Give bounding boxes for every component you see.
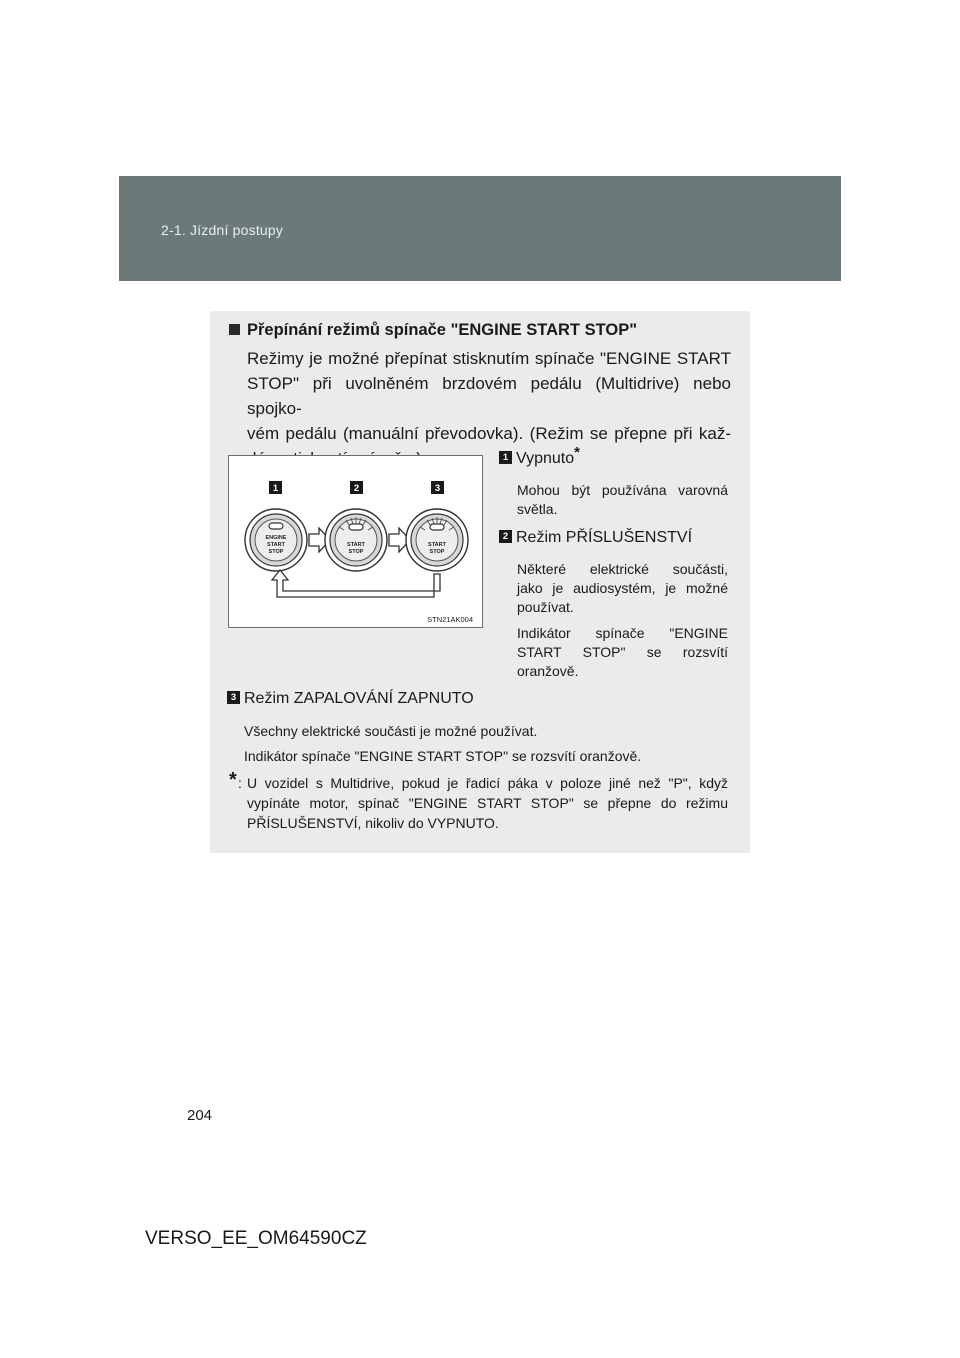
marker-3-icon: 3 xyxy=(227,691,240,704)
footnote-line: vypínáte motor, spínač "ENGINE START STOP" se přepne do režimu xyxy=(247,795,728,811)
svg-text:START: START xyxy=(428,542,446,548)
mode-ignition-description: Všechny elektrické součásti je možné používat. xyxy=(244,723,538,739)
desc-line: Indikátor spínače "ENGINE xyxy=(517,625,728,641)
marker-2-icon: 2 xyxy=(499,530,512,543)
svg-text:ENGINE: ENGINE xyxy=(265,535,287,541)
topic-heading-text: Přepínání režimů spínače "ENGINE START STOP" xyxy=(247,321,638,339)
intro-paragraph xyxy=(247,346,731,471)
mode-title-text: Režim PŘÍSLUŠENSTVÍ xyxy=(516,529,693,546)
topic-heading xyxy=(229,321,637,340)
mode-accessory-title xyxy=(499,529,692,547)
desc-line: START STOP" se rozsvítí xyxy=(517,644,728,660)
engine-start-stop-button-ignition xyxy=(406,509,468,571)
intro-line: STOP" při uvolněném brzdovém pedálu (Multidrive) nebo spojko- xyxy=(247,374,731,418)
desc-line: oranžově. xyxy=(517,663,579,679)
desc-line: jako je audiosystém, je možné xyxy=(517,580,728,596)
desc-line: používat. xyxy=(517,599,574,615)
svg-text:START: START xyxy=(347,542,365,548)
intro-line: vém pedálu (manuální převodovka). (Režim se přepne při kaž- xyxy=(247,424,731,443)
svg-text:1: 1 xyxy=(272,483,279,494)
chapter-header-band xyxy=(119,176,841,281)
square-bullet-icon xyxy=(229,324,240,335)
footnote-body xyxy=(247,773,728,833)
footnote-colon: : xyxy=(238,775,242,791)
return-arrow-icon xyxy=(272,570,440,597)
mode-off-title xyxy=(499,444,580,468)
footnote-mark: * xyxy=(574,444,580,461)
mode-title-text: Režim ZAPALOVÁNÍ ZAPNUTO xyxy=(244,690,474,707)
svg-text:STOP: STOP xyxy=(268,549,284,555)
desc-line: světla. xyxy=(517,501,558,517)
svg-text:STOP: STOP xyxy=(348,549,364,555)
figure-marker-3 xyxy=(431,481,444,494)
footnote-star: * xyxy=(229,769,237,791)
svg-text:STOP: STOP xyxy=(429,549,445,555)
mode-ignition-title xyxy=(227,690,474,708)
section-title: 2-1. Jízdní postupy xyxy=(161,222,284,238)
svg-text:3: 3 xyxy=(434,483,441,494)
engine-start-stop-button-off xyxy=(245,509,307,571)
mode-switch-illustration xyxy=(228,455,483,628)
mode-title-text: Vypnuto xyxy=(516,450,575,467)
switch-sequence-diagram xyxy=(229,456,482,627)
desc-line: Některé elektrické součásti, xyxy=(517,561,728,577)
document-code: VERSO_EE_OM64590CZ xyxy=(145,1228,367,1249)
footnote-line: PŘÍSLUŠENSTVÍ, nikoliv do VYPNUTO. xyxy=(247,815,499,831)
desc-line: Mohou být používána varovná xyxy=(517,482,728,498)
figure-marker-1 xyxy=(269,481,282,494)
svg-text:2: 2 xyxy=(353,483,360,494)
engine-start-stop-button-accessory xyxy=(325,509,387,571)
figure-code: STN21AK004 xyxy=(427,615,473,624)
mode-accessory-indicator xyxy=(517,624,728,681)
figure-marker-2 xyxy=(350,481,363,494)
mode-off-description xyxy=(517,481,728,519)
mode-accessory-description xyxy=(517,560,728,617)
mode-ignition-indicator: Indikátor spínače "ENGINE START STOP" se rozsvítí oranžově. xyxy=(244,748,642,764)
intro-line: Režimy je možné přepínat stisknutím spínače "ENGINE START xyxy=(247,349,731,368)
marker-1-icon: 1 xyxy=(499,451,512,464)
page-number: 204 xyxy=(187,1107,213,1124)
svg-text:START: START xyxy=(267,542,285,548)
footnote-line: U vozidel s Multidrive, pokud je řadicí páka v poloze jiné než "P", když xyxy=(247,775,728,791)
